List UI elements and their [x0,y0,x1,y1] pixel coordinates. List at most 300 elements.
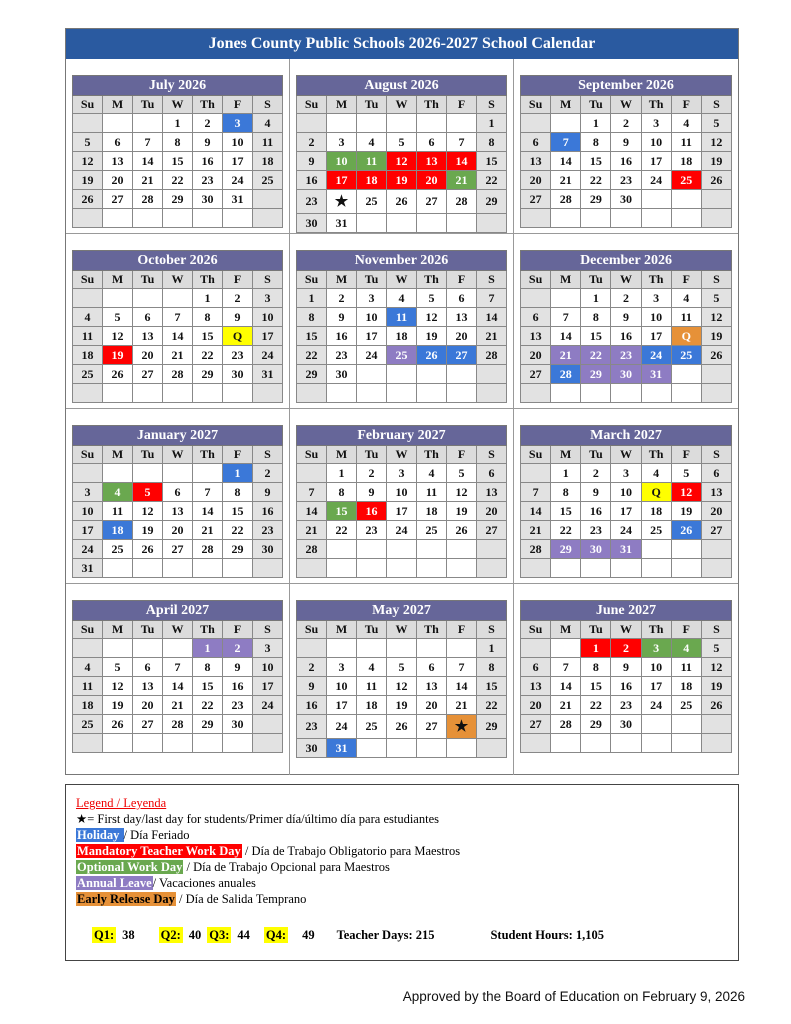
week-row [73,152,283,171]
week-row [297,365,507,384]
empty-cell [223,559,253,578]
day-cell: 28 [551,715,581,734]
day-cell: 3 [327,658,357,677]
day-cell: 18 [103,521,133,540]
day-cell: 14 [477,308,507,327]
day-cell: 27 [417,715,447,739]
week-row [73,559,283,578]
day-cell: 21 [447,696,477,715]
day-cell: 10 [253,308,283,327]
empty-cell [133,209,163,228]
day-cell: 19 [701,152,731,171]
weekday-header: F [223,446,253,464]
day-cell: 26 [701,171,731,190]
day-cell: 15 [477,152,507,171]
empty-cell [671,559,701,578]
day-cell: 21 [163,696,193,715]
day-cell: 14 [551,327,581,346]
week-row [297,327,507,346]
day-cell: 14 [133,152,163,171]
week-row [297,114,507,133]
day-cell: 12 [701,308,731,327]
weekday-header: Th [193,446,223,464]
day-cell: 3 [641,289,671,308]
empty-cell [611,559,641,578]
empty-cell [417,540,447,559]
day-cell: 17 [641,152,671,171]
empty-cell [387,540,417,559]
day-cell: 7 [163,308,193,327]
day-cell: 3 [641,114,671,133]
weekday-header: Tu [133,621,163,639]
day-cell: 28 [133,190,163,209]
day-cell: ★ [327,190,357,214]
week-row [297,739,507,758]
empty-cell [551,639,581,658]
day-cell: 13 [521,677,551,696]
week-row [297,502,507,521]
weekday-header: Su [73,271,103,289]
month-title: April 2027 [73,601,283,621]
week-row [521,133,732,152]
day-cell: 12 [447,483,477,502]
weekday-header: S [253,271,283,289]
empty-cell [223,384,253,403]
day-cell: 13 [133,327,163,346]
empty-cell [671,209,701,228]
day-cell: 6 [133,658,163,677]
day-cell: 4 [417,464,447,483]
empty-cell [253,384,283,403]
month-table [296,425,507,578]
q3-label: Q3: [209,928,230,942]
day-cell: 11 [671,658,701,677]
day-cell: 29 [551,540,581,559]
day-cell: 21 [163,346,193,365]
empty-cell [327,639,357,658]
month-table [296,75,507,233]
day-cell: 7 [297,483,327,502]
empty-cell [417,739,447,758]
empty-cell [701,209,731,228]
week-row [73,384,283,403]
week-row [73,502,283,521]
day-cell: 13 [163,502,193,521]
month-11 [514,584,738,775]
empty-cell [417,114,447,133]
empty-cell [641,540,671,559]
weekday-header: Th [193,621,223,639]
weekday-header: W [163,621,193,639]
weekday-header: M [551,621,581,639]
day-cell: 15 [581,677,611,696]
day-cell: 24 [611,521,641,540]
q4-label: Q4: [265,928,287,942]
empty-cell [477,559,507,578]
week-row [297,521,507,540]
day-cell: 3 [611,464,641,483]
legend-swatch: Mandatory Teacher Work Day [77,844,241,858]
day-cell: 30 [581,540,611,559]
empty-cell [163,639,193,658]
empty-cell [103,639,133,658]
day-cell: 14 [447,152,477,171]
week-row [297,214,507,233]
month-title: September 2026 [521,76,732,96]
week-row [297,658,507,677]
month-table [72,600,283,753]
day-cell: 15 [193,327,223,346]
empty-cell [581,559,611,578]
legend-swatch: Optional Work Day [77,860,183,874]
day-cell: 2 [223,639,253,658]
day-cell: 7 [551,308,581,327]
day-cell: 26 [103,365,133,384]
day-cell: 30 [297,739,327,758]
day-cell: 23 [297,715,327,739]
empty-cell [163,289,193,308]
day-cell: 26 [387,190,417,214]
week-row [521,715,732,734]
month-4 [290,234,514,409]
day-cell: 17 [253,327,283,346]
empty-cell [133,384,163,403]
day-cell: 5 [701,639,731,658]
weekday-header: S [253,446,283,464]
weekday-header: F [447,271,477,289]
day-cell: 5 [447,464,477,483]
day-cell: 9 [611,308,641,327]
day-cell: 19 [103,696,133,715]
month-0 [66,59,290,234]
month-1 [290,59,514,234]
day-cell: 13 [133,677,163,696]
weekday-header: F [447,446,477,464]
empty-cell [357,384,387,403]
empty-cell [357,739,387,758]
empty-cell [581,734,611,753]
week-row [297,384,507,403]
weekday-header: F [671,271,701,289]
empty-cell [223,209,253,228]
month-table [296,600,507,758]
day-cell: 30 [193,190,223,209]
weekday-header: Tu [581,621,611,639]
legend-translation: / Día de Salida Temprano [175,892,307,906]
week-row [73,308,283,327]
empty-cell [551,209,581,228]
day-cell: 20 [701,502,731,521]
empty-cell [581,209,611,228]
weekday-header: W [387,96,417,114]
week-row [521,734,732,753]
day-cell: 6 [521,658,551,677]
day-cell: 8 [581,133,611,152]
day-cell: 22 [223,521,253,540]
day-cell: 6 [103,133,133,152]
day-cell: 16 [223,677,253,696]
weekday-header: Th [641,271,671,289]
legend-swatch: Holiday [77,828,123,842]
day-cell: 7 [447,658,477,677]
day-cell: 4 [73,308,103,327]
day-cell: 11 [103,502,133,521]
day-cell: 11 [253,133,283,152]
day-cell: 3 [253,289,283,308]
empty-cell [193,384,223,403]
empty-cell [417,559,447,578]
day-cell: 18 [417,502,447,521]
weekday-header: W [163,96,193,114]
empty-cell [387,739,417,758]
weekday-header: Su [297,621,327,639]
week-row [521,540,732,559]
weekday-header: W [611,446,641,464]
day-cell: 16 [253,502,283,521]
empty-cell [477,214,507,233]
day-cell: 12 [387,152,417,171]
empty-cell [133,464,163,483]
empty-cell [297,384,327,403]
day-cell: 21 [551,346,581,365]
week-row [521,559,732,578]
day-cell: 1 [581,289,611,308]
empty-cell [133,639,163,658]
day-cell: 11 [357,677,387,696]
day-cell: 13 [417,152,447,171]
day-cell: 3 [387,464,417,483]
day-cell: 25 [73,365,103,384]
week-row [73,365,283,384]
day-cell: 4 [357,133,387,152]
day-cell: 3 [73,483,103,502]
quarter-totals [76,927,728,943]
day-cell: 21 [477,327,507,346]
empty-cell [477,739,507,758]
day-cell: 12 [701,658,731,677]
day-cell: 10 [641,308,671,327]
day-cell: 29 [581,365,611,384]
calendar-frame [65,28,739,775]
day-cell: 3 [327,133,357,152]
empty-cell [611,734,641,753]
day-cell: 27 [447,346,477,365]
weekday-header: Tu [133,96,163,114]
weekday-header: Su [521,621,551,639]
week-row [73,521,283,540]
empty-cell [73,384,103,403]
empty-cell [163,559,193,578]
empty-cell [297,639,327,658]
weekday-header: M [327,271,357,289]
day-cell: 26 [671,521,701,540]
q2-value: 40 [188,928,202,942]
month-title: July 2026 [73,76,283,96]
weekday-header: Su [521,96,551,114]
month-grid [66,59,738,775]
week-row [521,308,732,327]
week-row [297,346,507,365]
day-cell: 13 [103,152,133,171]
day-cell: 26 [387,715,417,739]
day-cell: 23 [611,696,641,715]
legend-items [76,827,728,907]
day-cell: 16 [327,327,357,346]
month-5 [514,234,738,409]
week-row [73,209,283,228]
day-cell: 25 [671,696,701,715]
day-cell: 3 [253,639,283,658]
day-cell: 4 [357,658,387,677]
day-cell: 20 [521,696,551,715]
day-cell: 9 [297,152,327,171]
empty-cell [103,114,133,133]
weekday-header: S [253,96,283,114]
empty-cell [103,734,133,753]
day-cell: 24 [253,696,283,715]
day-cell: 20 [163,521,193,540]
day-cell: 30 [223,715,253,734]
day-cell: 11 [671,133,701,152]
day-cell: 15 [193,677,223,696]
day-cell: 28 [447,190,477,214]
day-cell: 25 [103,540,133,559]
day-cell: 17 [611,502,641,521]
weekday-header: M [103,621,133,639]
day-cell: 24 [641,346,671,365]
weekday-header: Su [73,446,103,464]
weekday-header: F [671,446,701,464]
day-cell: 23 [327,346,357,365]
empty-cell [551,289,581,308]
month-3 [66,234,290,409]
empty-cell [521,734,551,753]
day-cell: 19 [417,327,447,346]
weekday-header: S [477,621,507,639]
empty-cell [253,209,283,228]
empty-cell [551,559,581,578]
day-cell: 10 [611,483,641,502]
empty-cell [641,734,671,753]
weekday-header: Th [193,271,223,289]
legend-title: Legend / Leyenda [76,796,167,810]
day-cell: 5 [73,133,103,152]
day-cell: 10 [73,502,103,521]
empty-cell [327,540,357,559]
legend-swatch: Annual Leave [77,876,152,890]
legend-item [76,891,728,907]
day-cell: 10 [641,658,671,677]
day-cell: 14 [551,152,581,171]
week-row [73,696,283,715]
week-row [297,152,507,171]
day-cell: 6 [417,133,447,152]
day-cell: 7 [551,658,581,677]
day-cell: 18 [641,502,671,521]
weekday-header: S [701,96,731,114]
day-cell: 5 [133,483,163,502]
day-cell: 12 [103,677,133,696]
day-cell: 23 [193,171,223,190]
day-cell: 10 [641,133,671,152]
day-cell: 7 [193,483,223,502]
day-cell: 30 [297,214,327,233]
day-cell: 25 [387,346,417,365]
weekday-header: M [551,96,581,114]
month-6 [66,409,290,584]
empty-cell [133,734,163,753]
empty-cell [193,464,223,483]
weekday-header: S [477,96,507,114]
empty-cell [701,540,731,559]
weekday-header: M [103,446,133,464]
weekday-header: Th [641,621,671,639]
empty-cell [417,365,447,384]
day-cell: 2 [327,289,357,308]
empty-cell [327,114,357,133]
month-title: February 2027 [297,426,507,446]
day-cell: 23 [611,346,641,365]
day-cell: 27 [521,190,551,209]
day-cell: 20 [447,327,477,346]
day-cell: 2 [611,114,641,133]
day-cell: 18 [73,696,103,715]
empty-cell [641,209,671,228]
day-cell: 23 [611,171,641,190]
empty-cell [357,214,387,233]
legend-translation: / Día Feriado [123,828,190,842]
day-cell: 6 [701,464,731,483]
empty-cell [581,384,611,403]
day-cell: 8 [327,483,357,502]
empty-cell [671,190,701,209]
day-cell: 9 [611,133,641,152]
weekday-header: M [103,271,133,289]
day-cell: 17 [387,502,417,521]
day-cell: 4 [671,289,701,308]
empty-cell [477,365,507,384]
day-cell: 2 [611,639,641,658]
weekday-header: S [253,621,283,639]
weekday-header: Tu [357,96,387,114]
week-row [521,521,732,540]
q4-value: 49 [302,928,315,942]
day-cell: 18 [253,152,283,171]
day-cell: 8 [193,308,223,327]
weekday-header: W [387,446,417,464]
day-cell: 27 [103,190,133,209]
month-table [296,250,507,403]
day-cell: 2 [297,133,327,152]
empty-cell [103,559,133,578]
day-cell: 17 [641,327,671,346]
day-cell: 27 [521,365,551,384]
legend-item [76,875,728,891]
day-cell: 15 [327,502,357,521]
month-10 [290,584,514,775]
day-cell: 7 [133,133,163,152]
day-cell: 17 [223,152,253,171]
weekday-header: Tu [581,446,611,464]
empty-cell [447,384,477,403]
day-cell: 27 [133,365,163,384]
week-row [297,677,507,696]
weekday-header: F [223,621,253,639]
day-cell: 31 [327,214,357,233]
week-row [73,289,283,308]
empty-cell [253,559,283,578]
legend-translation: / Vacaciones anuales [152,876,256,890]
